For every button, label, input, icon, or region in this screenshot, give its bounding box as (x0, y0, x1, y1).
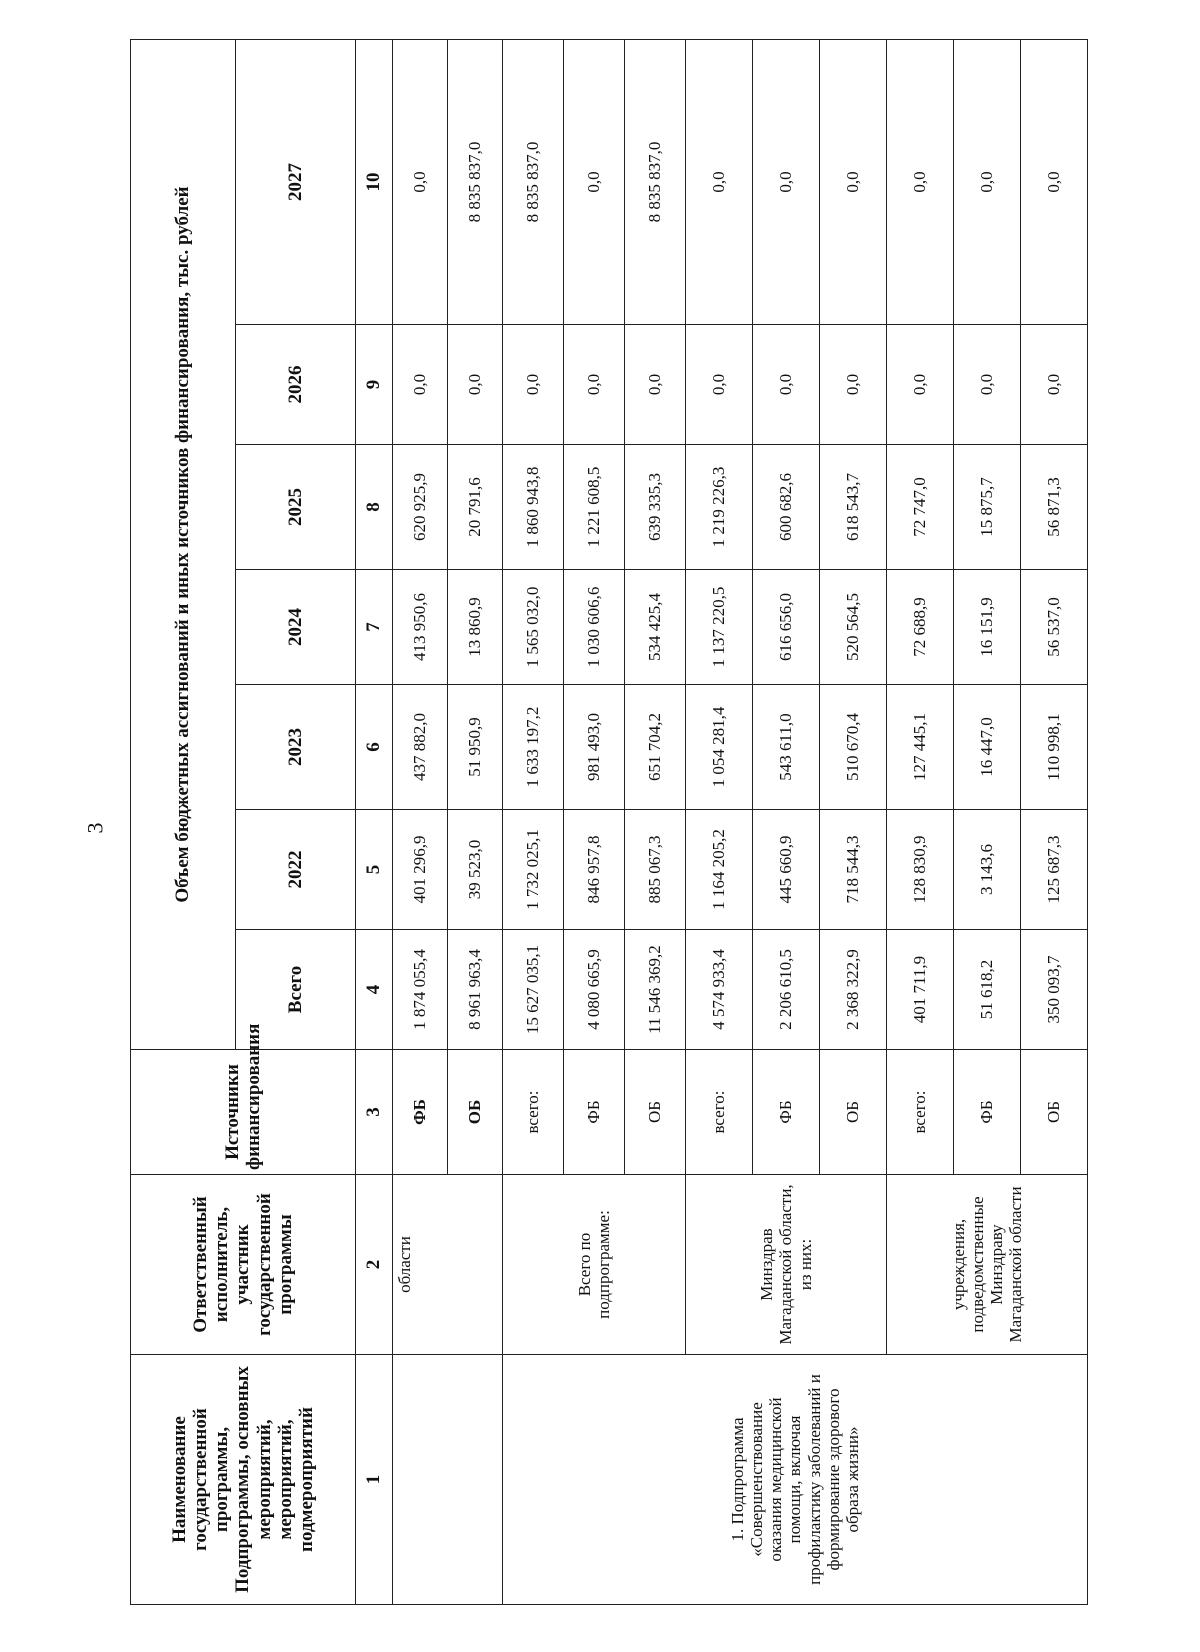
column-number: 10 (356, 39, 393, 324)
header-col2: Ответственный исполнитель, участник государственной программы (131, 1175, 356, 1355)
column-number: 4 (356, 930, 393, 1050)
value-cell: 4 080 665,9 (564, 930, 625, 1050)
column-number: 1 (356, 1355, 393, 1605)
program-name-cell (393, 1355, 503, 1605)
value-cell: 20 791,6 (448, 445, 503, 570)
executor-cell: области (393, 1175, 503, 1355)
value-cell: 56 871,3 (1021, 445, 1088, 570)
value-cell: 0,0 (503, 325, 564, 445)
value-cell: 125 687,3 (1021, 810, 1088, 930)
source-cell: ОБ (448, 1050, 503, 1175)
source-cell: ФБ (954, 1050, 1021, 1175)
value-cell: 534 425,4 (625, 570, 686, 685)
value-cell: 13 860,9 (448, 570, 503, 685)
value-cell: 0,0 (1021, 325, 1088, 445)
column-number: 9 (356, 325, 393, 445)
value-cell: 56 537,0 (1021, 570, 1088, 685)
value-cell: 2 368 322,9 (820, 930, 887, 1050)
value-cell: 543 611,0 (753, 685, 820, 810)
value-cell: 0,0 (820, 39, 887, 324)
executor-cell: Минздрав Магаданской области, из них: (686, 1175, 887, 1355)
value-cell: 3 143,6 (954, 810, 1021, 930)
value-cell: 0,0 (393, 39, 448, 324)
value-cell: 445 660,9 (753, 810, 820, 930)
value-cell: 128 830,9 (887, 810, 954, 930)
value-cell: 718 544,3 (820, 810, 887, 930)
value-cell: 8 835 837,0 (448, 39, 503, 324)
value-cell: 0,0 (625, 325, 686, 445)
column-number: 2 (356, 1175, 393, 1355)
source-cell: ОБ (625, 1050, 686, 1175)
value-cell: 1 633 197,2 (503, 685, 564, 810)
source-cell: ОБ (820, 1050, 887, 1175)
value-cell: 510 670,4 (820, 685, 887, 810)
value-cell: 1 219 226,3 (686, 445, 753, 570)
value-cell: 520 564,5 (820, 570, 887, 685)
source-cell: ФБ (393, 1050, 448, 1175)
value-cell: 1 030 606,6 (564, 570, 625, 685)
value-cell: 127 445,1 (887, 685, 954, 810)
executor-cell: Всего по подпрограмме: (503, 1175, 686, 1355)
value-cell: 1 164 205,2 (686, 810, 753, 930)
value-cell: 616 656,0 (753, 570, 820, 685)
header-year: 2022 (236, 810, 356, 930)
value-cell: 618 543,7 (820, 445, 887, 570)
header-col1: Наименование государственной программы, Подпрограммы, основных мероприятий, мероприятий, подмероприятий (131, 1355, 356, 1605)
value-cell: 0,0 (393, 325, 448, 445)
value-cell: 1 874 055,4 (393, 930, 448, 1050)
value-cell: 0,0 (820, 325, 887, 445)
executor-cell: учреждения, подведомственные Минздраву Магаданской области (887, 1175, 1088, 1355)
value-cell: 0,0 (887, 325, 954, 445)
value-cell: 0,0 (954, 39, 1021, 324)
rotated-table-wrapper (130, 40, 1064, 1605)
value-cell: 0,0 (686, 39, 753, 324)
header-year: 2027 (236, 39, 356, 324)
value-cell: 72 747,0 (887, 445, 954, 570)
source-cell: ФБ (753, 1050, 820, 1175)
header-year: 2026 (236, 325, 356, 445)
header-year: 2025 (236, 445, 356, 570)
header-year: 2023 (236, 685, 356, 810)
header-year: 2024 (236, 570, 356, 685)
source-cell: ФБ (564, 1050, 625, 1175)
value-cell: 639 335,3 (625, 445, 686, 570)
column-number: 6 (356, 685, 393, 810)
value-cell: 8 835 837,0 (625, 39, 686, 324)
value-cell: 413 950,6 (393, 570, 448, 685)
value-cell: 1 860 943,8 (503, 445, 564, 570)
source-cell: всего: (887, 1050, 954, 1175)
value-cell: 1 732 025,1 (503, 810, 564, 930)
value-cell: 8 835 837,0 (503, 39, 564, 324)
value-cell: 1 054 281,4 (686, 685, 753, 810)
table-row (393, 39, 448, 1604)
value-cell: 885 067,3 (625, 810, 686, 930)
value-cell: 0,0 (448, 325, 503, 445)
value-cell: 350 093,7 (1021, 930, 1088, 1050)
page-number: 3 (82, 822, 108, 834)
value-cell: 39 523,0 (448, 810, 503, 930)
value-cell: 0,0 (887, 39, 954, 324)
header-col3: Источники финансирования (131, 1050, 356, 1175)
value-cell: 2 206 610,5 (753, 930, 820, 1050)
value-cell: 16 447,0 (954, 685, 1021, 810)
header-group: Объем бюджетных ассигнований и иных источников финансирования, тыс. рублей (131, 39, 236, 1049)
value-cell: 1 221 608,5 (564, 445, 625, 570)
table-row (503, 39, 564, 1604)
value-cell: 4 574 933,4 (686, 930, 753, 1050)
value-cell: 1 137 220,5 (686, 570, 753, 685)
value-cell: 110 998,1 (1021, 685, 1088, 810)
value-cell: 11 546 369,2 (625, 930, 686, 1050)
value-cell: 72 688,9 (887, 570, 954, 685)
value-cell: 15 627 035,1 (503, 930, 564, 1050)
value-cell: 51 950,9 (448, 685, 503, 810)
value-cell: 8 961 963,4 (448, 930, 503, 1050)
subprogram-name-cell: 1. Подпрограмма «Совершенствование оказания медицинской помощи, включая профилактику заболеваний и формирование здорового образа жизни» (503, 1355, 1088, 1605)
column-number: 7 (356, 570, 393, 685)
value-cell: 401 711,9 (887, 930, 954, 1050)
value-cell: 0,0 (1021, 39, 1088, 324)
header-row-1 (131, 39, 236, 1604)
value-cell: 401 296,9 (393, 810, 448, 930)
value-cell: 0,0 (564, 39, 625, 324)
value-cell: 0,0 (753, 325, 820, 445)
value-cell: 0,0 (686, 325, 753, 445)
value-cell: 981 493,0 (564, 685, 625, 810)
value-cell: 0,0 (954, 325, 1021, 445)
source-cell: всего: (686, 1050, 753, 1175)
source-cell: всего: (503, 1050, 564, 1175)
value-cell: 437 882,0 (393, 685, 448, 810)
value-cell: 651 704,2 (625, 685, 686, 810)
value-cell: 0,0 (753, 39, 820, 324)
column-number: 8 (356, 445, 393, 570)
value-cell: 15 875,7 (954, 445, 1021, 570)
header-year: Всего (236, 930, 356, 1050)
value-cell: 0,0 (564, 325, 625, 445)
value-cell: 1 565 032,0 (503, 570, 564, 685)
column-number-row (356, 39, 393, 1604)
value-cell: 51 618,2 (954, 930, 1021, 1050)
value-cell: 16 151,9 (954, 570, 1021, 685)
budget-table (130, 39, 1088, 1605)
value-cell: 600 682,6 (753, 445, 820, 570)
value-cell: 620 925,9 (393, 445, 448, 570)
column-number: 5 (356, 810, 393, 930)
value-cell: 846 957,8 (564, 810, 625, 930)
column-number: 3 (356, 1050, 393, 1175)
source-cell: ОБ (1021, 1050, 1088, 1175)
